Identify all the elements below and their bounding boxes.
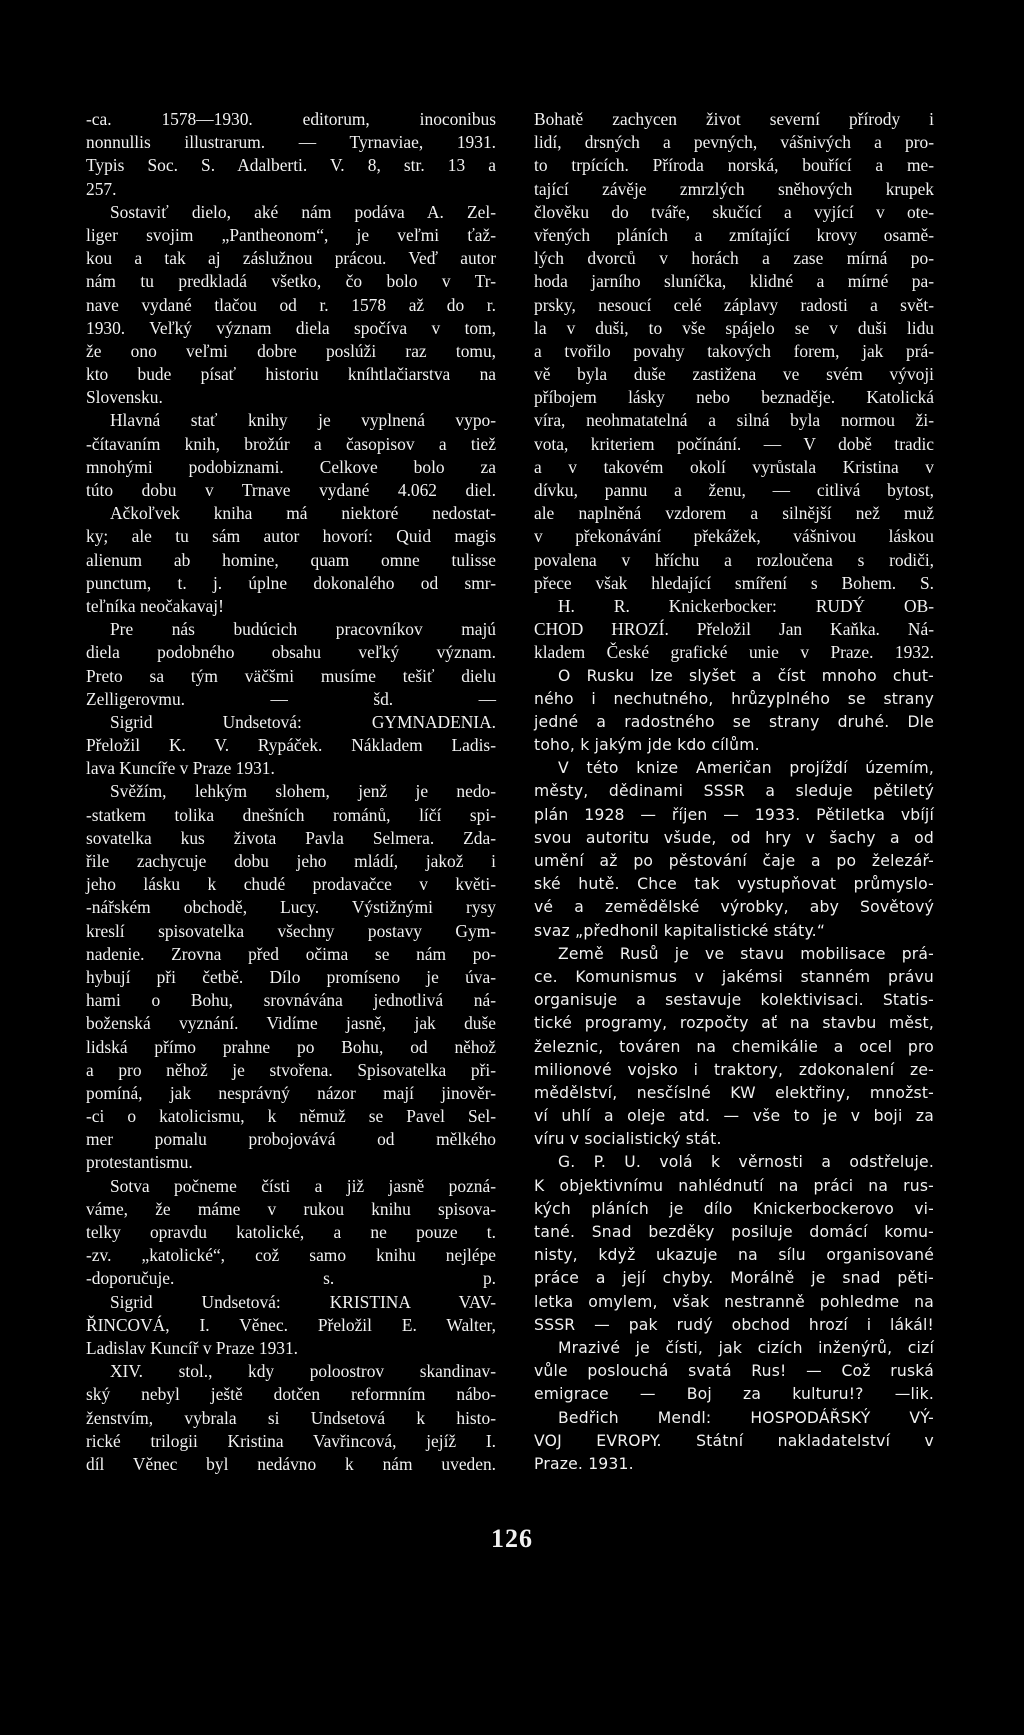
text-line: mědělství, nesčíslné KW elektřiny, množst- xyxy=(534,1083,934,1102)
right-column-serif-part xyxy=(534,108,934,665)
text-line: Typis Soc. S. Adalberti. V. 8, str. 13 a xyxy=(86,155,496,176)
text-line: O Rusku lze slyšet a číst mnoho chut- xyxy=(558,666,934,685)
text-line: kto bude písať historiu kníhtlačiarstva na xyxy=(86,364,496,385)
text-line: vota, kriteriem počínání. — V době tradic xyxy=(534,433,934,454)
text-line: 1930. Veľký význam diela spočíva v tom, xyxy=(86,317,496,338)
text-line: ský nebyl ještě dotčen reformním nábo- xyxy=(86,1384,496,1405)
text-line: Ačkoľvek kniha má niektoré nedostat- xyxy=(110,503,496,524)
text-line: -čítavaním knih, brožúr a časopisov a tiež xyxy=(86,433,496,454)
page-number: 126 xyxy=(491,1524,533,1553)
text-line: -ci o katolicismu, k němuž se Pavel Sel- xyxy=(86,1106,496,1127)
text-line: ženstvím, vybrala si Undsetová k histo- xyxy=(86,1407,496,1428)
text-line: -nářském obchodě, Lucy. Výstižnými rysy xyxy=(86,897,496,918)
text-line: -doporučuje. s. p. xyxy=(86,1268,496,1289)
text-line: Sigrid Undsetová: KRISTINA VAV- xyxy=(110,1291,496,1312)
text-line: -zv. „katolické“, což samo knihu nejlépe xyxy=(86,1245,496,1266)
text-line: V této knize Američan projíždí územím, xyxy=(558,759,934,778)
text-line: železnic, továren na chemikálie a ocel pro xyxy=(534,1037,934,1056)
text-line: Země Rusů je ve stavu mobilisace prá- xyxy=(558,944,934,963)
text-line: a pro něhož je stvořena. Spisovatelka při- xyxy=(86,1059,496,1080)
text-line: nonnullis illustrarum. — Tyrnaviae, 1931. xyxy=(86,132,496,153)
text-line: VOJ EVROPY. Státní nakladatelství v xyxy=(534,1431,934,1450)
text-line: víra, neohmatatelná a silná byla normou ži- xyxy=(534,410,934,431)
text-line: kreslí spisovatelka všechny postavy Gym- xyxy=(86,920,496,941)
text-line: Pre nás budúcich pracovníkov majú xyxy=(110,619,496,640)
text-line: telky opravdu katolické, a ne pouze t. xyxy=(86,1222,496,1242)
text-line: teľníka neočakavaj! xyxy=(86,595,224,616)
text-line: vé a zemědělské výrobky, aby Sovětový xyxy=(534,898,934,917)
text-line: díl Věnec byl nedávno k nám uveden. xyxy=(86,1453,496,1474)
text-line: jedné a radostného se strany druhé. Dle xyxy=(534,712,934,731)
text-line: Bedřich Mendl: HOSPODÁŘSKÝ VÝ- xyxy=(558,1408,934,1427)
text-line: G. P. U. volá k věrnosti a odstřeluje. xyxy=(558,1153,934,1172)
text-line: liger svojim „Pantheonom“, je veľmi ťaž- xyxy=(86,224,496,245)
text-line: la v duši, to vše spájelo se v duši lidu xyxy=(534,317,934,338)
text-line: povalena v hříchu a rozloučena s rodiči, xyxy=(534,549,934,570)
text-line: -ca. 1578—1930. editorum, inoconibus xyxy=(86,109,496,129)
text-line: ce. Komunismus v jakémsi stanném právu xyxy=(534,967,934,986)
text-line: to trpících. Příroda norská, bouřící a me- xyxy=(534,155,934,176)
text-line: mer pomalu probojovává od mělkého xyxy=(86,1129,496,1150)
text-line: lidská přímo prahne po Bohu, od něhož xyxy=(86,1036,496,1057)
text-line: letka omylem, však nestranně pohledme na xyxy=(534,1292,934,1311)
text-line: váme, že máme v rukou knihu spisova- xyxy=(86,1198,496,1219)
text-line: umění až po pěstování čaje a po železář- xyxy=(534,852,934,870)
text-line: Svěžím, lehkým slohem, jenž je nedo- xyxy=(110,781,496,802)
text-line: nadenie. Zrovna před očima se nám po- xyxy=(86,943,496,964)
text-line: Hlavná stať knihy je vyplnená vypo- xyxy=(110,410,496,431)
text-line: Slovensku. xyxy=(86,387,163,408)
right-column-sans-part xyxy=(534,665,934,1477)
text-line: sovatelka kus života Pavla Selmera. Zda- xyxy=(86,827,496,848)
text-line: dívku, pannu a ženu, — citlivá bytost, xyxy=(534,480,934,500)
text-line: Zelligerovmu. — šd. — xyxy=(86,688,496,709)
text-line: organisuje a sestavuje kolektivisaci. Statis- xyxy=(534,991,934,1010)
text-line: K objektivnímu nahlédnutí na práci na rus- xyxy=(534,1176,934,1195)
text-line: Ladislav Kuncíř v Praze 1931. xyxy=(86,1337,299,1358)
text-line: tané. Snad bezděky posiluje domácí komu- xyxy=(534,1223,934,1241)
text-line: túto dobu v Trnave vydané 4.062 diel. xyxy=(86,480,496,500)
text-line: nám tu predkladá všetko, čo bolo v Tr- xyxy=(86,271,496,292)
text-line: punctum, t. j. úplne dokonalého od smr- xyxy=(86,572,496,593)
text-line: Bohatě zachycen život severní přírody i xyxy=(534,109,934,129)
text-line: toho, k jakým jde kdo cílům. xyxy=(534,736,760,755)
text-line: v překonávání překážek, vášnivou láskou xyxy=(534,526,934,547)
text-line: Praze. 1931. xyxy=(534,1454,634,1473)
text-line: příbojem lásky nebo beznaděje. Katolická xyxy=(534,387,934,408)
text-line: CHOD HROZÍ. Přeložil Jan Kaňka. Ná- xyxy=(534,619,934,640)
text-line: Přeložil K. V. Rypáček. Nákladem Ladis- xyxy=(86,735,496,756)
text-line: hoda jarního sluníčka, klidné a mírné pa- xyxy=(534,271,934,292)
text-line: hybují při četbě. Dílo promíseno je úva- xyxy=(86,966,496,987)
text-line: svaz „předhonil kapitalistické státy.“ xyxy=(534,921,826,940)
text-line: ví uhlí a oleje atd. — vše to je v boji za xyxy=(534,1107,934,1126)
text-line: 257. xyxy=(86,178,117,199)
text-line: Sotva počneme čísti a již jasně pozná- xyxy=(110,1175,496,1196)
text-line: řile zachycuje dobu jeho mládí, jakož i xyxy=(86,851,496,871)
text-line: protestantismu. xyxy=(86,1152,193,1173)
text-line: plán 1928 — říjen — 1933. Pětiletka vbíjí xyxy=(534,805,934,824)
text-line: rické trilogii Kristina Vavřincová, jejíž I. xyxy=(86,1430,496,1451)
text-line: ŘINCOVÁ, I. Věnec. Přeložil E. Walter, xyxy=(86,1314,496,1335)
text-line: kou a tak aj záslužnou prácou. Veď autor xyxy=(86,248,496,269)
text-line: vě byla duše zastižena ve svém vývoji xyxy=(534,364,934,385)
text-line: tající závěje zmrzlých sněhových krupek xyxy=(534,178,934,199)
text-line: člověku do tváře, skučící a vyjící v ote- xyxy=(534,201,934,222)
right-text-column xyxy=(534,108,934,1476)
text-line: ské hutě. Chce tak vystupňovat průmyslo- xyxy=(534,875,934,894)
text-line: ky; ale tu sám autor hovorí: Quid magis xyxy=(86,526,496,547)
text-line: jeho lásku k chudé prodavačce v květi- xyxy=(86,874,496,895)
text-line: ale naplněná vzdorem a silnější než muž xyxy=(534,503,934,524)
text-line: nave vydané tlačou od r. 1578 až do r. xyxy=(86,294,496,315)
text-line: městy, dědinami SSSR a sleduje pětiletý xyxy=(534,782,934,801)
text-line: vůle poslouchá svatá Rus! — Což ruská xyxy=(534,1362,934,1381)
text-line: XIV. stol., kdy poloostrov skandinav- xyxy=(110,1361,496,1382)
left-text-column xyxy=(86,108,496,1476)
text-line: pomíná, jak nesprávný názor mají jinověr- xyxy=(86,1082,496,1103)
text-line: kých pláních je dílo Knickerbockerovo vi- xyxy=(534,1199,934,1218)
text-line: práce a její chyby. Morálně je snad pěti- xyxy=(534,1269,934,1288)
text-line: Sostaviť dielo, aké nám podáva A. Zel- xyxy=(110,201,496,222)
text-line: kladem České grafické unie v Praze. 1932. xyxy=(534,642,934,663)
text-line: lidí, drsných a pevných, vášnivých a pro- xyxy=(534,132,934,153)
text-line: milionové vojsko i traktory, zdokonalení ze- xyxy=(534,1060,934,1079)
text-line: H. R. Knickerbocker: RUDÝ OB- xyxy=(558,595,934,616)
text-line: víru v socialistický stát. xyxy=(534,1130,722,1149)
text-line: diela podobného obsahu veľký význam. xyxy=(86,642,496,663)
text-line: boženská vyznání. Vidíme jasně, jak duše xyxy=(86,1013,496,1034)
text-line: Mrazivé je čísti, jak cizích inženýrů, cizí xyxy=(558,1338,934,1357)
text-line: nisty, když ukazuje na sílu organisované xyxy=(534,1246,934,1265)
text-line: přece však hledající smíření s Bohem. S. xyxy=(534,572,934,593)
text-line: ného i nechutného, hrůzyplného se strany xyxy=(534,689,934,708)
text-line: mnohými podobiznami. Celkove bolo za xyxy=(86,456,496,477)
text-line: Preto sa tým väčšmi musíme tešiť dielu xyxy=(86,665,496,686)
text-line: SSSR — pak rudý obchod hrozí i lákál! xyxy=(534,1315,934,1334)
text-line: alienum ab homine, quam omne tulisse xyxy=(86,549,496,570)
text-line: vřených pláních a zmítající krovy osamě- xyxy=(534,224,934,245)
text-line: a v takovém okolí vyrůstala Kristina v xyxy=(534,456,934,477)
text-line: tické programy, rozpočty ať na stavbu měst, xyxy=(534,1014,934,1033)
text-line: že ono veľmi dobre poslúži raz tomu, xyxy=(86,340,496,361)
text-line: hami o Bohu, srovnávána jednotlivá ná- xyxy=(86,990,496,1011)
text-line: lava Kuncíře v Praze 1931. xyxy=(86,758,275,779)
text-line: emigrace — Boj za kulturu!? —lik. xyxy=(534,1385,934,1404)
text-line: Sigrid Undsetová: GYMNADENIA. xyxy=(110,711,496,732)
text-line: prsky, nesoucí celé záplavy radosti a svět- xyxy=(534,294,934,315)
text-line: -statkem tolika dnešních románů, líčí spi- xyxy=(86,804,496,825)
text-line: svou autoritu všude, od hry v šachy a od xyxy=(534,828,934,847)
text-line: a tvořilo povahy takových forem, jak prá- xyxy=(534,340,934,361)
text-line: lých dvorců v horách a zase mírná po- xyxy=(534,248,934,269)
